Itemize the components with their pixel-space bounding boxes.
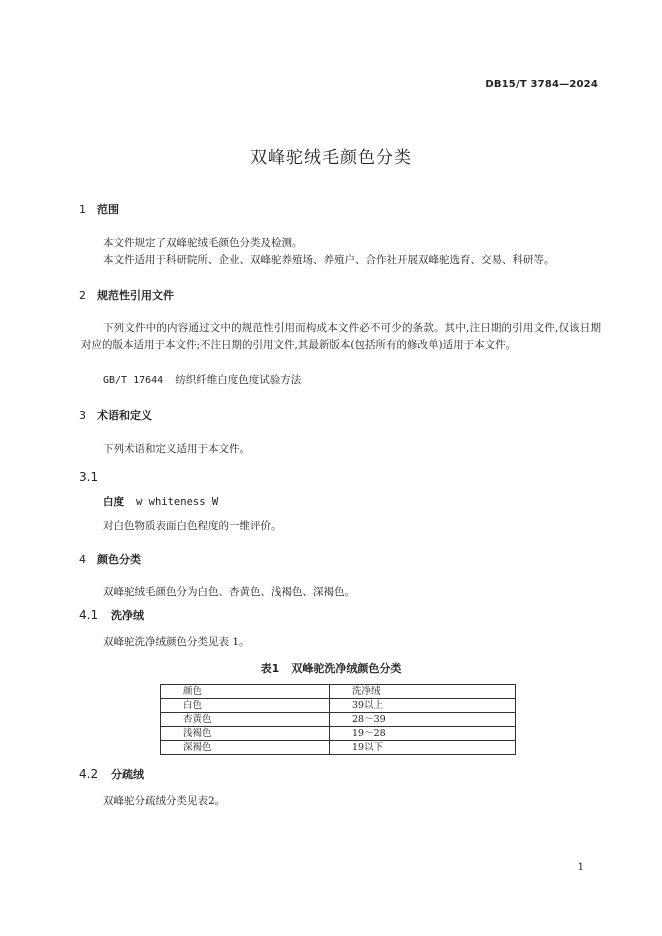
subsection-title: 分疏绒 bbox=[111, 768, 144, 781]
paragraph: 下列文件中的内容通过文中的规范性引用而构成本文件必不可少的条款。其中,注日期的引用文件,仅该日期对应的版本适用于本文件;不注日期的引用文件,其最新版本(包括所有的修改单)适用于本文件。 bbox=[81, 322, 601, 351]
term-name-en: w whiteness W bbox=[136, 496, 219, 508]
section-3-heading bbox=[79, 407, 152, 423]
term-definition: 对白色物质表面白色程度的一维评价。 bbox=[103, 520, 282, 532]
table-cell: 浅褐色 bbox=[161, 727, 330, 741]
table-cell: 深褐色 bbox=[161, 741, 330, 755]
section-number: 1 bbox=[79, 203, 86, 216]
section-title: 术语和定义 bbox=[97, 409, 152, 422]
document-title: 双峰驼绒毛颜色分类 bbox=[250, 148, 412, 168]
section-number: 4 bbox=[79, 553, 86, 566]
standard-number: DB15/T 3784—2024 bbox=[485, 79, 598, 90]
table-title: 双峰驼洗净绒颜色分类 bbox=[291, 662, 402, 675]
reference-name: 纺织纤维白度色度试验方法 bbox=[175, 374, 302, 386]
paragraph: 双峰驼绒毛颜色分为白色、杏黄色、浅褐色、深褐色。 bbox=[103, 586, 355, 598]
section-1-heading bbox=[79, 201, 119, 217]
term-name-cn: 白度 bbox=[103, 496, 124, 508]
subsection-title: 洗净绒 bbox=[111, 609, 144, 622]
section-title: 规范性引用文件 bbox=[97, 289, 174, 302]
reference-code: GB/T 17644 bbox=[103, 375, 164, 386]
section-title: 范围 bbox=[97, 203, 119, 216]
table-row bbox=[161, 741, 516, 755]
section-4-heading bbox=[79, 551, 141, 567]
subsection-4-1-heading bbox=[79, 607, 144, 623]
table-caption bbox=[0, 660, 662, 676]
table-cell: 28～39 bbox=[330, 713, 516, 727]
table-cell: 杏黄色 bbox=[161, 713, 330, 727]
section-number: 2 bbox=[79, 289, 86, 302]
subsection-4-2-heading bbox=[79, 766, 144, 782]
page-number: 1 bbox=[577, 862, 584, 873]
table-cell: 39以上 bbox=[330, 699, 516, 713]
table-number: 表1 bbox=[260, 662, 280, 675]
subsection-number: 4.2 bbox=[79, 767, 99, 781]
paragraph: 双峰驼洗净绒颜色分类见表 1。 bbox=[103, 636, 250, 648]
paragraph: 下列术语和定义适用于本文件。 bbox=[103, 443, 250, 455]
paragraph: 本文件规定了双峰驼绒毛颜色分类及检测。 bbox=[103, 237, 303, 249]
normative-reference bbox=[103, 372, 301, 387]
table-row bbox=[161, 713, 516, 727]
column-header-color: 颜色 bbox=[161, 685, 330, 699]
column-header-washed: 洗净绒 bbox=[330, 685, 516, 699]
subsection-number: 3.1 bbox=[79, 470, 99, 484]
table-row bbox=[161, 699, 516, 713]
table-cell: 19～28 bbox=[330, 727, 516, 741]
table-header-row bbox=[161, 685, 516, 699]
term-entry bbox=[103, 494, 218, 509]
section-number: 3 bbox=[79, 409, 86, 422]
section-2-heading bbox=[79, 287, 174, 303]
paragraph: 本文件适用于科研院所、企业、双峰驼养殖场、养殖户、合作社开展双峰驼选育、交易、科研等。 bbox=[103, 254, 555, 266]
section-title: 颜色分类 bbox=[97, 553, 141, 566]
color-classification-table bbox=[160, 684, 516, 755]
table-cell: 19以下 bbox=[330, 741, 516, 755]
table-cell: 白色 bbox=[161, 699, 330, 713]
term-number bbox=[79, 470, 111, 484]
subsection-number: 4.1 bbox=[79, 608, 99, 622]
table-row bbox=[161, 727, 516, 741]
paragraph: 双峰驼分疏绒分类见表2。 bbox=[103, 795, 226, 807]
